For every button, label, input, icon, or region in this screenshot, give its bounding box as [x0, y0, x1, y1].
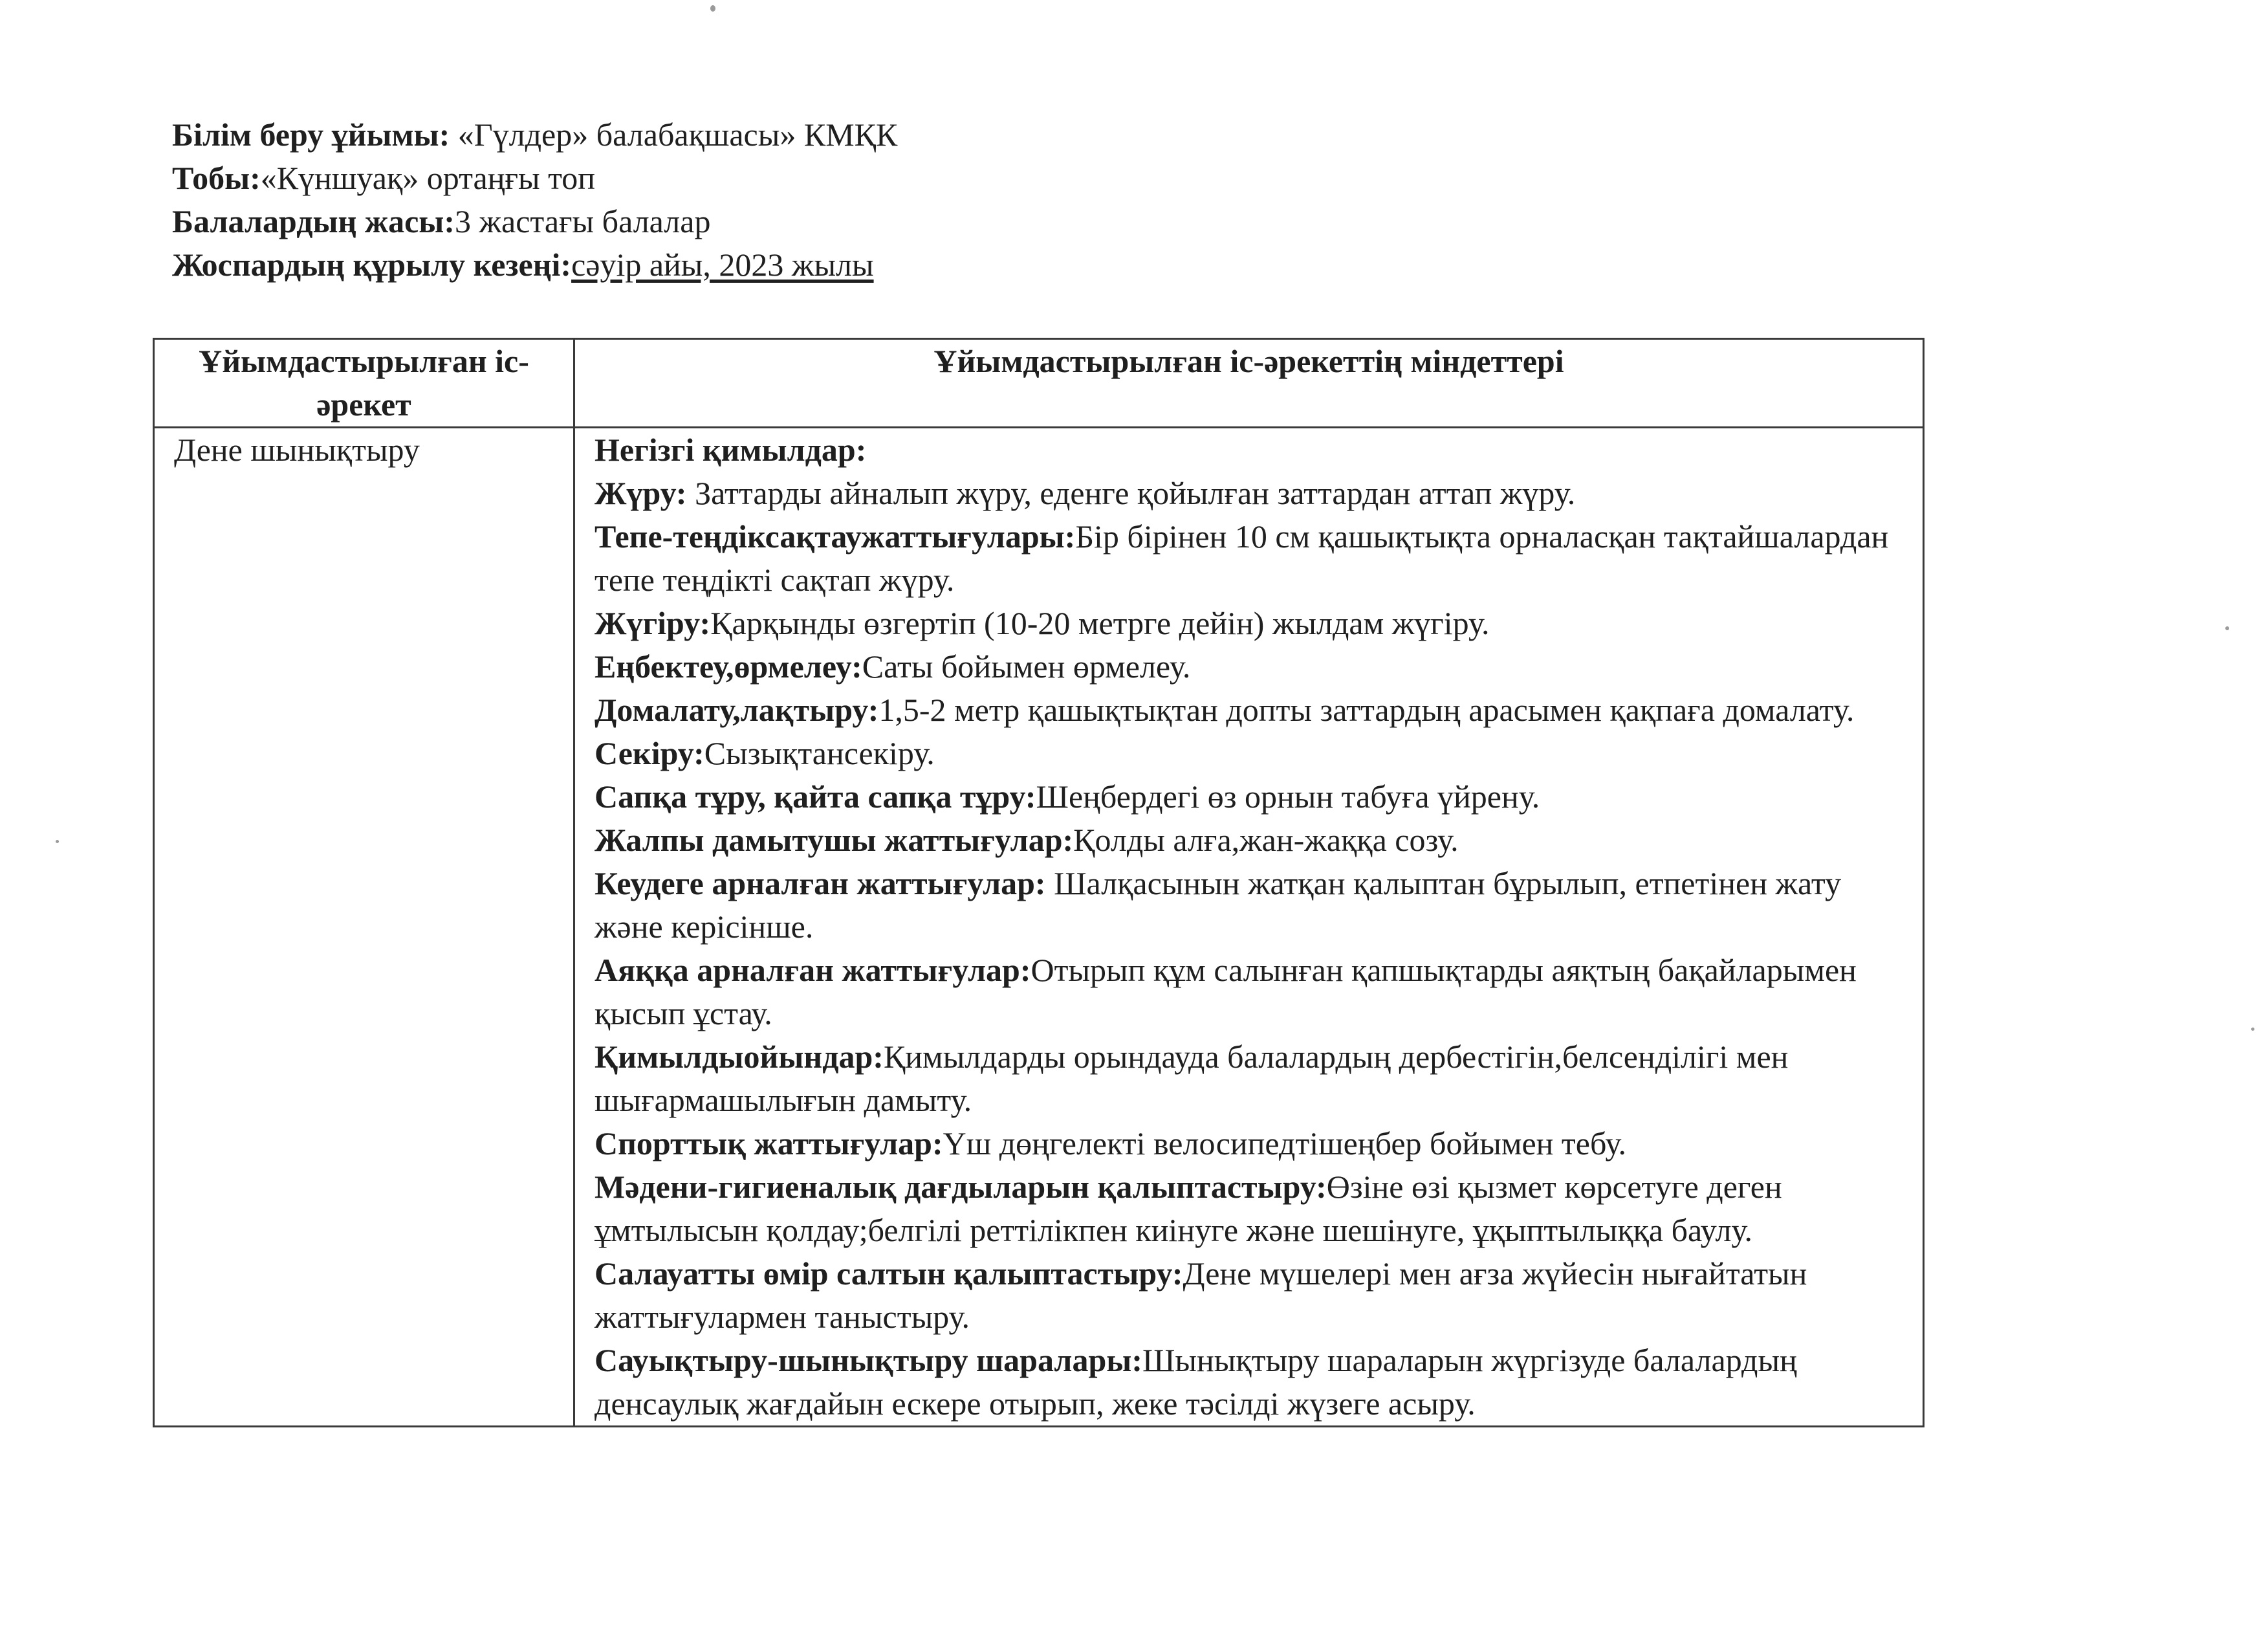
- task-text: Саты бойымен өрмелеу.: [862, 648, 1191, 685]
- task-label: Негізгі қимылдар:: [594, 432, 867, 468]
- column-header-tasks: Ұйымдастырылған іс-әрекеттің міндеттері: [574, 339, 1924, 428]
- tasks-cell: [574, 428, 1924, 1427]
- document-header: [172, 113, 1854, 287]
- task-label: Жүгіру:: [594, 605, 711, 641]
- task-text: Бір бірінен 10 см қашықтықта орналасқан тақтайшалардан тепе теңдікті сақтап жүру.: [594, 518, 1889, 598]
- task-label: Жүру:: [594, 475, 687, 511]
- task-label: Мәдени-гигиеналық дағдыларын қалыптастыру:: [594, 1169, 1327, 1205]
- task-item: [594, 775, 1916, 819]
- task-item: [594, 472, 1916, 515]
- task-item: [594, 1252, 1916, 1339]
- task-text: Сызықтансекіру.: [704, 735, 935, 771]
- task-label: Тепе-теңдіксақтаужаттығулары:: [594, 518, 1076, 555]
- task-label: Еңбектеу,өрмелеу:: [594, 648, 862, 685]
- header-age: Балалардың жасы:3 жастағы балалар: [172, 203, 711, 239]
- task-item: [594, 819, 1916, 862]
- task-label: Домалату,лақтыру:: [594, 692, 879, 728]
- task-item: [594, 732, 1916, 775]
- task-text: Өзіне өзі қызмет көрсетуге деген ұмтылысын қолдау;белгілі реттілікпен киінуге және шешінуге, ұқыптылыққа баулу.: [594, 1169, 1782, 1248]
- column-header-activity: Ұйымдастырылған іс-әрекет: [154, 339, 574, 428]
- task-item: [594, 1035, 1916, 1122]
- task-label: Сауықтыру-шынықтыру шаралары:: [594, 1342, 1142, 1378]
- task-item: [594, 645, 1916, 688]
- header-organization: Білім беру ұйымы: «Гүлдер» балабақшасы» КМҚК: [172, 116, 898, 153]
- task-text: Үш дөңгелекті велосипедтішеңбер бойымен тебу.: [943, 1125, 1626, 1161]
- scan-speck: [56, 840, 59, 843]
- task-label: Жалпы дамытушы жаттығулар:: [594, 822, 1074, 858]
- task-item: [594, 1339, 1916, 1425]
- task-text: Отырып құм салынған қапшықтарды аяқтың бақайларымен қысып ұстау.: [594, 952, 1857, 1031]
- task-text: Шеңбердегі өз орнын табуға үйрену.: [1036, 778, 1540, 815]
- task-item: [594, 428, 1916, 472]
- task-label: Сапқа тұру, қайта сапқа тұру:: [594, 778, 1036, 815]
- table-header-row: [154, 339, 1924, 428]
- task-item: [594, 1165, 1916, 1252]
- task-label: Аяққа арналған жаттығулар:: [594, 952, 1031, 988]
- task-text: Қарқынды өзгертіп (10-20 метрге дейін) жылдам жүгіру.: [710, 605, 1490, 641]
- task-text: Қолды алға,жан-жаққа созу.: [1073, 822, 1459, 858]
- task-item: [594, 862, 1916, 949]
- subject-cell: Дене шынықтыру: [154, 428, 574, 1427]
- header-plan-period: Жоспардың құрылу кезеңі:сәуір айы, 2023 жылы: [172, 247, 874, 283]
- task-text: Шалқасынын жатқан қалыптан бұрылып, етпетінен жату және керісінше.: [594, 865, 1842, 945]
- scan-speck: [710, 5, 715, 12]
- task-label: Салауатты өмір салтын қалыптастыру:: [594, 1255, 1183, 1292]
- table-row: [154, 428, 1924, 1427]
- task-label: Кеудеге арналған жаттығулар:: [594, 865, 1046, 901]
- task-item: [594, 602, 1916, 645]
- task-item: [594, 949, 1916, 1035]
- task-item: [594, 1122, 1916, 1165]
- activity-table: [153, 338, 1925, 1427]
- task-label: Спорттық жаттығулар:: [594, 1125, 943, 1161]
- task-label: Секіру:: [594, 735, 704, 771]
- task-text: Дене мүшелері мен ағза жүйесін нығайтатын жаттығулармен таныстыру.: [594, 1255, 1807, 1335]
- task-text: 1,5-2 метр қашықтықтан допты заттардың арасымен қақпаға домалату.: [878, 692, 1855, 728]
- task-text: Шынықтыру шараларын жүргізуде балалардың денсаулық жағдайын ескере отырып, жеке тәсілді жүзеге асыру.: [594, 1342, 1797, 1422]
- scan-speck: [2225, 626, 2229, 630]
- task-label: Қимылдыойындар:: [594, 1039, 884, 1075]
- task-text: Қимылдарды орындауда балалардың дербестігін,белсенділігі мен шығармашылығын дамыту.: [594, 1039, 1789, 1118]
- task-text: Заттарды айналып жүру, еденге қойылған заттардан аттап жүру.: [686, 475, 1576, 511]
- header-group: Тобы:«Күншуақ» ортаңғы топ: [172, 160, 596, 196]
- scan-speck: [2251, 1028, 2254, 1031]
- task-item: [594, 688, 1916, 732]
- task-item: [594, 515, 1916, 602]
